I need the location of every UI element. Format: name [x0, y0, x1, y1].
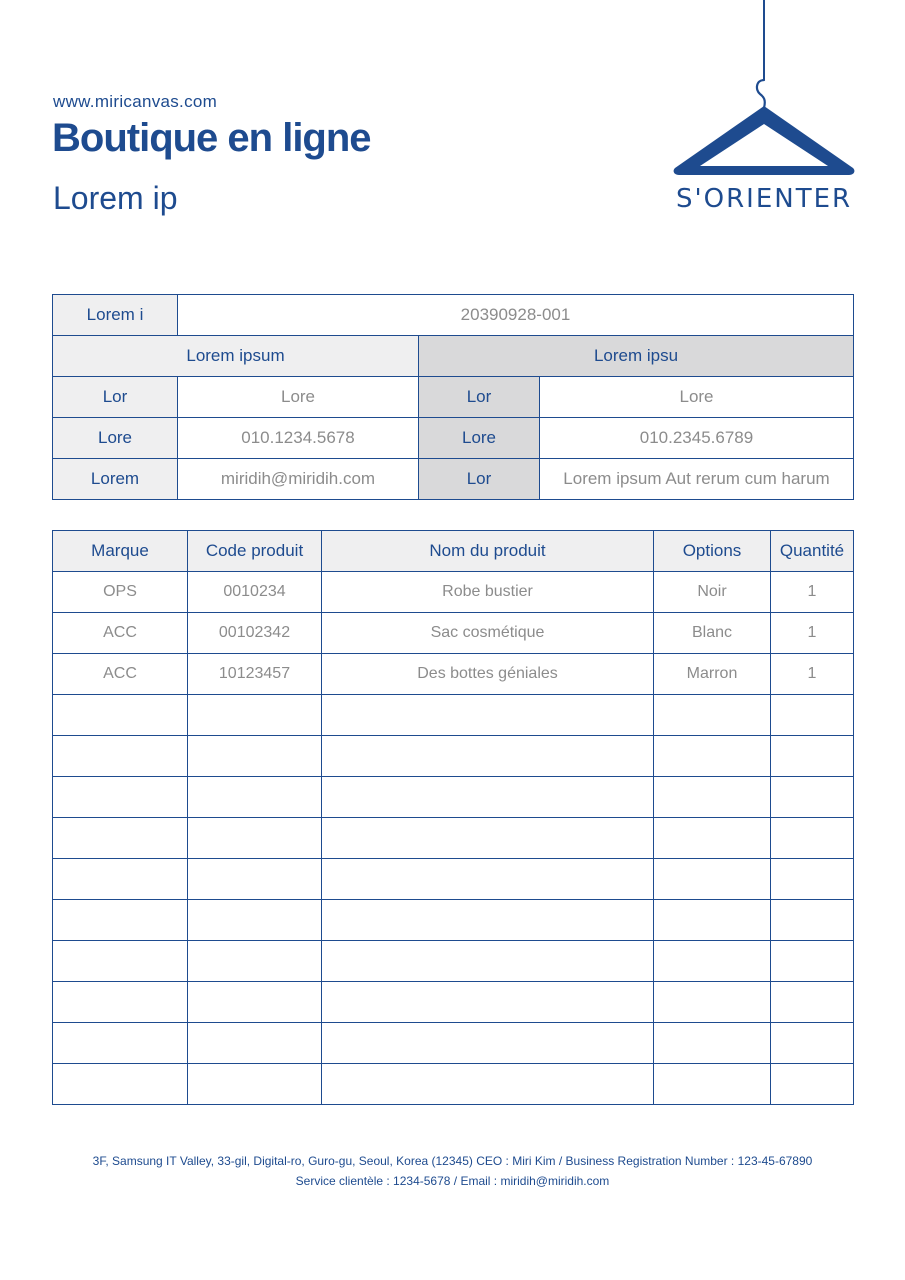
- empty-table-row: [53, 1064, 854, 1105]
- empty-cell: [654, 1064, 771, 1105]
- empty-cell: [188, 777, 322, 818]
- document-title: Boutique en ligne: [52, 116, 371, 160]
- info-value: 010.2345.6789: [540, 418, 854, 459]
- cell-options: Blanc: [654, 613, 771, 654]
- cell-code: 00102342: [188, 613, 322, 654]
- empty-cell: [53, 736, 188, 777]
- empty-cell: [654, 1023, 771, 1064]
- cell-options: Marron: [654, 654, 771, 695]
- info-label: Lor: [53, 377, 178, 418]
- info-label: Lorem: [53, 459, 178, 500]
- column-header-code: Code produit: [188, 531, 322, 572]
- empty-cell: [188, 900, 322, 941]
- info-heading-row: [53, 336, 854, 377]
- empty-cell: [771, 859, 854, 900]
- info-label: Lore: [419, 418, 540, 459]
- empty-cell: [322, 859, 654, 900]
- empty-table-row: [53, 900, 854, 941]
- cell-name: Sac cosmétique: [322, 613, 654, 654]
- cell-options: Noir: [654, 572, 771, 613]
- empty-cell: [188, 695, 322, 736]
- empty-cell: [188, 859, 322, 900]
- empty-cell: [771, 777, 854, 818]
- empty-cell: [53, 982, 188, 1023]
- order-info-table: [52, 294, 854, 500]
- table-row: [53, 613, 854, 654]
- info-value: Lore: [540, 377, 854, 418]
- empty-cell: [322, 1064, 654, 1105]
- order-number-value: 20390928-001: [178, 295, 854, 336]
- empty-cell: [322, 900, 654, 941]
- table-row: [53, 654, 854, 695]
- empty-cell: [188, 736, 322, 777]
- empty-cell: [771, 736, 854, 777]
- empty-cell: [53, 941, 188, 982]
- cell-code: 10123457: [188, 654, 322, 695]
- info-row: [53, 459, 854, 500]
- info-label: Lore: [53, 418, 178, 459]
- empty-cell: [188, 941, 322, 982]
- empty-cell: [322, 736, 654, 777]
- empty-table-row: [53, 777, 854, 818]
- left-section-heading: Lorem ipsum: [53, 336, 419, 377]
- table-row: [53, 572, 854, 613]
- info-label: Lor: [419, 377, 540, 418]
- empty-cell: [322, 777, 654, 818]
- cell-brand: ACC: [53, 654, 188, 695]
- footer-contact: Service clientèle : 1234-5678 / Email : miridih@miridih.com: [295, 1174, 610, 1188]
- empty-cell: [322, 1023, 654, 1064]
- document-subtitle: Lorem ip: [53, 180, 178, 216]
- empty-cell: [53, 777, 188, 818]
- empty-table-row: [53, 1023, 854, 1064]
- empty-cell: [322, 695, 654, 736]
- empty-cell: [188, 1064, 322, 1105]
- cell-quantity: 1: [771, 572, 854, 613]
- empty-cell: [771, 982, 854, 1023]
- cell-brand: ACC: [53, 613, 188, 654]
- empty-cell: [654, 818, 771, 859]
- empty-cell: [322, 941, 654, 982]
- empty-table-row: [53, 941, 854, 982]
- info-label: Lor: [419, 459, 540, 500]
- empty-cell: [771, 1023, 854, 1064]
- empty-cell: [188, 818, 322, 859]
- column-header-brand: Marque: [53, 531, 188, 572]
- order-number-row: [53, 295, 854, 336]
- empty-table-row: [53, 695, 854, 736]
- empty-cell: [322, 982, 654, 1023]
- info-value: Lorem ipsum Aut rerum cum harum: [540, 459, 854, 500]
- empty-cell: [654, 900, 771, 941]
- empty-cell: [654, 695, 771, 736]
- column-header-name: Nom du produit: [322, 531, 654, 572]
- info-value: Lore: [178, 377, 419, 418]
- cell-quantity: 1: [771, 654, 854, 695]
- info-value: 010.1234.5678: [178, 418, 419, 459]
- table-header-row: [53, 531, 854, 572]
- empty-cell: [53, 1023, 188, 1064]
- empty-cell: [654, 941, 771, 982]
- empty-cell: [188, 1023, 322, 1064]
- column-header-quantity: Quantité: [771, 531, 854, 572]
- site-url: www.miricanvas.com: [53, 92, 218, 111]
- cell-brand: OPS: [53, 572, 188, 613]
- cell-name: Robe bustier: [322, 572, 654, 613]
- product-table: [52, 530, 854, 1105]
- hanger-icon: [660, 0, 870, 190]
- empty-cell: [654, 777, 771, 818]
- brand-name: S'ORIENTER: [676, 184, 853, 214]
- empty-cell: [322, 818, 654, 859]
- empty-cell: [53, 695, 188, 736]
- empty-cell: [53, 1064, 188, 1105]
- empty-cell: [53, 900, 188, 941]
- empty-cell: [654, 859, 771, 900]
- empty-table-row: [53, 982, 854, 1023]
- empty-cell: [771, 1064, 854, 1105]
- empty-cell: [771, 818, 854, 859]
- column-header-options: Options: [654, 531, 771, 572]
- order-number-label: Lorem i: [53, 295, 178, 336]
- empty-cell: [53, 859, 188, 900]
- cell-quantity: 1: [771, 613, 854, 654]
- empty-cell: [654, 982, 771, 1023]
- empty-table-row: [53, 859, 854, 900]
- empty-cell: [654, 736, 771, 777]
- empty-table-row: [53, 818, 854, 859]
- empty-cell: [771, 941, 854, 982]
- empty-cell: [188, 982, 322, 1023]
- empty-cell: [771, 695, 854, 736]
- info-value: miridih@miridih.com: [178, 459, 419, 500]
- cell-name: Des bottes géniales: [322, 654, 654, 695]
- empty-table-row: [53, 736, 854, 777]
- footer-address: 3F, Samsung IT Valley, 33-gil, Digital-ro, Guro-gu, Seoul, Korea (12345) CEO : Miri Kim / Business Registration Number : 123-45-67890: [92, 1154, 813, 1168]
- empty-cell: [53, 818, 188, 859]
- cell-code: 0010234: [188, 572, 322, 613]
- empty-cell: [771, 900, 854, 941]
- footer: [0, 1151, 905, 1191]
- right-section-heading: Lorem ipsu: [419, 336, 854, 377]
- info-row: [53, 377, 854, 418]
- info-row: [53, 418, 854, 459]
